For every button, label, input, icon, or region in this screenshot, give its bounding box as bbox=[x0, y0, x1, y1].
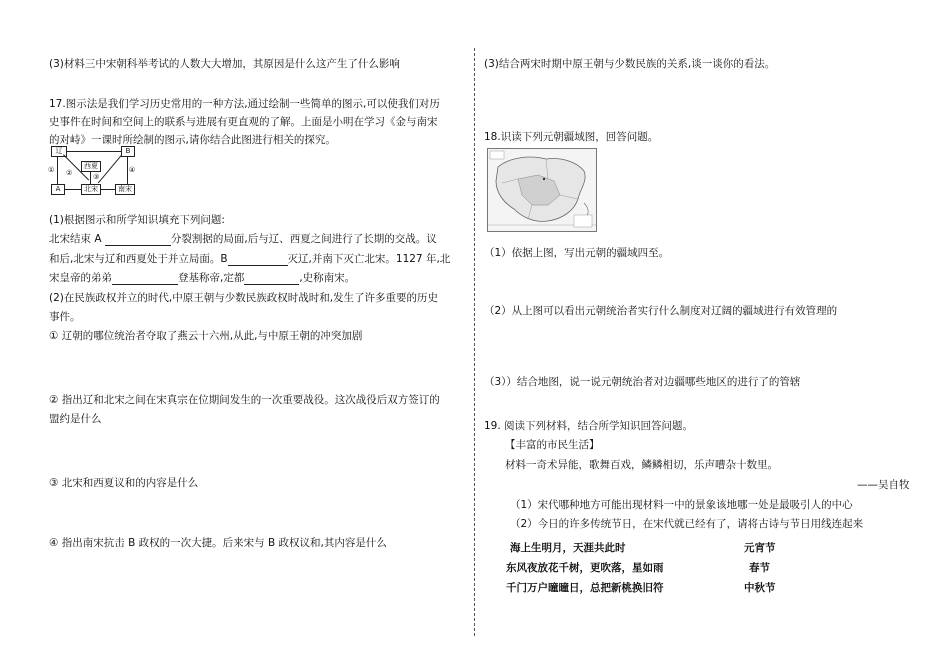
festival-3: 中秋节 bbox=[744, 582, 776, 594]
column-divider bbox=[474, 48, 475, 636]
q19-part2: （2）今日的许多传统节日，在宋代就已经有了，请将古诗与节日用线连起来 bbox=[510, 518, 864, 530]
material-text: 材料一奇术异能，歌舞百戏，鳞鳞相切，乐声嘈杂十数里。 bbox=[505, 459, 778, 471]
line-b-beisong bbox=[98, 155, 122, 183]
blank-capital[interactable] bbox=[244, 272, 299, 285]
marker-2: ② bbox=[66, 169, 73, 177]
fill-line-3 bbox=[49, 270, 355, 285]
yuan-territory-map bbox=[487, 148, 597, 232]
line-a-beisong bbox=[64, 189, 81, 190]
blank-b[interactable] bbox=[228, 253, 288, 266]
q18-part1: （1）依据上图，写出元朝的疆域四至。 bbox=[484, 247, 670, 259]
q17-part3: (3)结合两宋时期中原王朝与少数民族的关系,谈一谈你的看法。 bbox=[484, 58, 776, 70]
marker-3: ③ bbox=[93, 173, 100, 181]
blank-a[interactable] bbox=[105, 233, 171, 246]
line-beisong-nansong bbox=[100, 189, 115, 190]
fill-line-2 bbox=[49, 251, 450, 266]
q19-part1: （1）宋代哪种地方可能出现材料一中的景象该地哪一处是最吸引人的中心 bbox=[510, 499, 853, 511]
fill-line3-text-b: 登基称帝,定都 bbox=[178, 272, 245, 284]
line-xixia-beisong bbox=[90, 171, 91, 184]
q18-title: 18.识读下列元朝疆域图，回答问题。 bbox=[484, 131, 659, 143]
sub-question-3: ③ 北宋和西夏议和的内容是什么 bbox=[49, 477, 199, 489]
sub-question-2-line1: ② 指出辽和北宋之间在宋真宗在位期间发生的一次重要战役。这次战役后双方签订的 bbox=[49, 394, 440, 406]
marker-4: ④ bbox=[129, 166, 136, 174]
box-beisong: 北宋 bbox=[81, 184, 101, 195]
fill-line-1 bbox=[49, 231, 437, 246]
fill-line3-text-a: 宋皇帝的弟弟 bbox=[49, 272, 112, 284]
sub-question-4: ④ 指出南宋抗击 B 政权的一次大捷。后来宋与 B 政权议和,其内容是什么 bbox=[49, 537, 387, 549]
sub-question-2-line2: 盟约是什么 bbox=[49, 413, 102, 425]
q16-part3: (3)材料三中宋朝科举考试的人数大大增加，其原因是什么这产生了什么影响 bbox=[49, 58, 400, 70]
material-title: 【丰富的市民生活】 bbox=[505, 439, 600, 451]
fill-line1-text-a: 北宋结束 A bbox=[49, 233, 105, 245]
box-b: B bbox=[121, 146, 135, 157]
q17-part2-line2: 事件。 bbox=[49, 311, 81, 323]
sub-question-1: ① 辽朝的哪位统治者夺取了燕云十六州,从此,与中原王朝的冲突加剧 bbox=[49, 330, 363, 342]
q18-part2: （2）从上图可以看出元朝统治者实行什么制度对辽阔的疆域进行有效管理的 bbox=[484, 305, 838, 317]
q17-line2: 史事件在时间和空间上的联系与进展有更直观的了解。上面是小明在学习《金与南宋 bbox=[49, 116, 438, 128]
q17-part1-intro: (1)根据图示和所学知识填充下列问题: bbox=[49, 214, 225, 226]
box-nansong: 南宋 bbox=[115, 184, 135, 195]
line-liao-a bbox=[57, 156, 58, 184]
q17-part2-line1: (2)在民族政权并立的时代,中原王朝与少数民族政权时战时和,发生了许多重要的历史 bbox=[49, 292, 439, 304]
festival-2: 春节 bbox=[749, 562, 770, 574]
q19-title: 19. 阅读下列材料，结合所学知识回答问题。 bbox=[484, 420, 694, 432]
poem-3: 千门万户曈曈日，总把新桃换旧符 bbox=[506, 582, 664, 594]
fill-line2-text-a: 和后,北宋与辽和西夏处于并立局面。B bbox=[49, 253, 228, 265]
material-author: ——吴自牧 bbox=[857, 479, 910, 491]
box-a: A bbox=[51, 184, 65, 195]
fill-line1-text-b: 分裂割据的局面,后与辽、西夏之间进行了长期的交战。议 bbox=[170, 233, 437, 245]
q17-line3: 的对峙》一课时所绘制的图示,请你结合此图进行相关的探究。 bbox=[49, 134, 336, 146]
fill-line3-text-c: ,史称南宋。 bbox=[299, 272, 356, 284]
q18-part3: （3））结合地图，说一说元朝统治者对边疆哪些地区的进行了的管辖 bbox=[484, 376, 801, 388]
line-liao-b bbox=[66, 151, 121, 152]
q17-line1: 17.图示法是我们学习历史常用的一种方法,通过绘制一些简单的图示,可以使我们对历 bbox=[49, 98, 440, 110]
relationship-diagram bbox=[49, 145, 139, 197]
fill-line2-text-b: 灭辽,并南下灭亡北宋。1127 年,北 bbox=[287, 253, 451, 265]
line-b-nansong bbox=[127, 156, 128, 184]
marker-1: ① bbox=[48, 166, 55, 174]
festival-1: 元宵节 bbox=[744, 542, 776, 554]
box-liao: 辽 bbox=[51, 146, 67, 157]
map-drawing bbox=[488, 149, 596, 231]
blank-emperor[interactable] bbox=[112, 272, 178, 285]
box-xixia: 西夏 bbox=[81, 161, 101, 172]
poem-2: 东风夜放花千树，更吹落，星如雨 bbox=[506, 562, 664, 574]
poem-1: 海上生明月，天涯共此时 bbox=[510, 542, 626, 554]
